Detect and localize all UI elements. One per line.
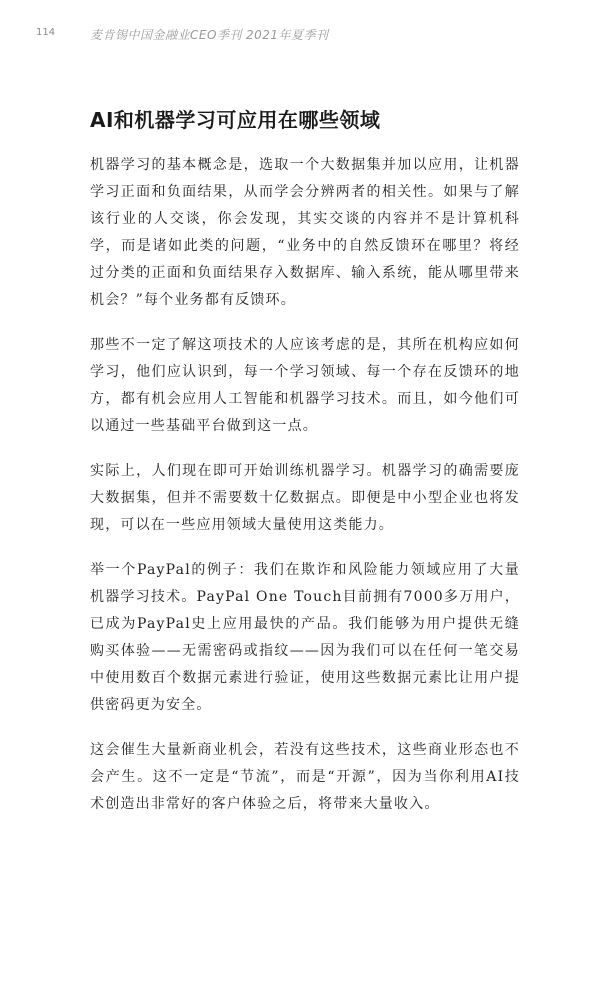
- section-title: AI和机器学习可应用在哪些领域: [90, 108, 381, 132]
- paragraph-2: 那些不一定了解这项技术的人应该考虑的是，其所在机构应如何学习，他们应认识到，每一个学习领域、每一个存在反馈环的地方，都有机会应用人工智能和机器学习技术。而且，如今他们可以通过一些基础平台做到这一点。: [90, 337, 520, 434]
- edition-label: 2021年夏季刊: [246, 28, 329, 42]
- article-body: [90, 106, 520, 836]
- paragraph-4: 举一个PayPal的例子：我们在欺诈和风险能力领域应用了大量机器学习技术。PayPal One Touch目前拥有7000多万用户，已成为PayPal史上应用最快的产品。我们能够为用户提供无缝购买体验——无需密码或指纹——因为我们可以在任何一笔交易中使用数百个数据元素进行验证，使用这些数据元素比让用户提供密码更为安全。: [90, 562, 520, 713]
- paragraph-5: 这会催生大量新商业机会，若没有这些技术，这些商业形态也不会产生。这不一定是“节流”，而是“开源”，因为当你利用AI技术创造出非常好的客户体验之后，将带来大量收入。: [90, 742, 520, 812]
- paragraph-3: 实际上，人们现在即可开始训练机器学习。机器学习的确需要庞大数据集，但并不需要数十亿数据点。即便是中小型企业也将发现，可以在一些应用领域大量使用这类能力。: [90, 463, 520, 533]
- running-header: [36, 26, 564, 44]
- publication-title: 麦肯锡中国金融业CEO季刊: [90, 28, 242, 42]
- page-number: 114: [36, 27, 56, 38]
- paragraph-1: 机器学习的基本概念是，选取一个大数据集并加以应用，让机器学习正面和负面结果，从而学会分辨两者的相关性。如果与了解该行业的人交谈，你会发现，其实交谈的内容并不是计算机科学，而是诸如此类的问题，“业务中的自然反馈环在哪里？将经过分类的正面和负面结果存入数据库、输入系统，能从哪里带来机会？”每个业务都有反馈环。: [90, 157, 520, 308]
